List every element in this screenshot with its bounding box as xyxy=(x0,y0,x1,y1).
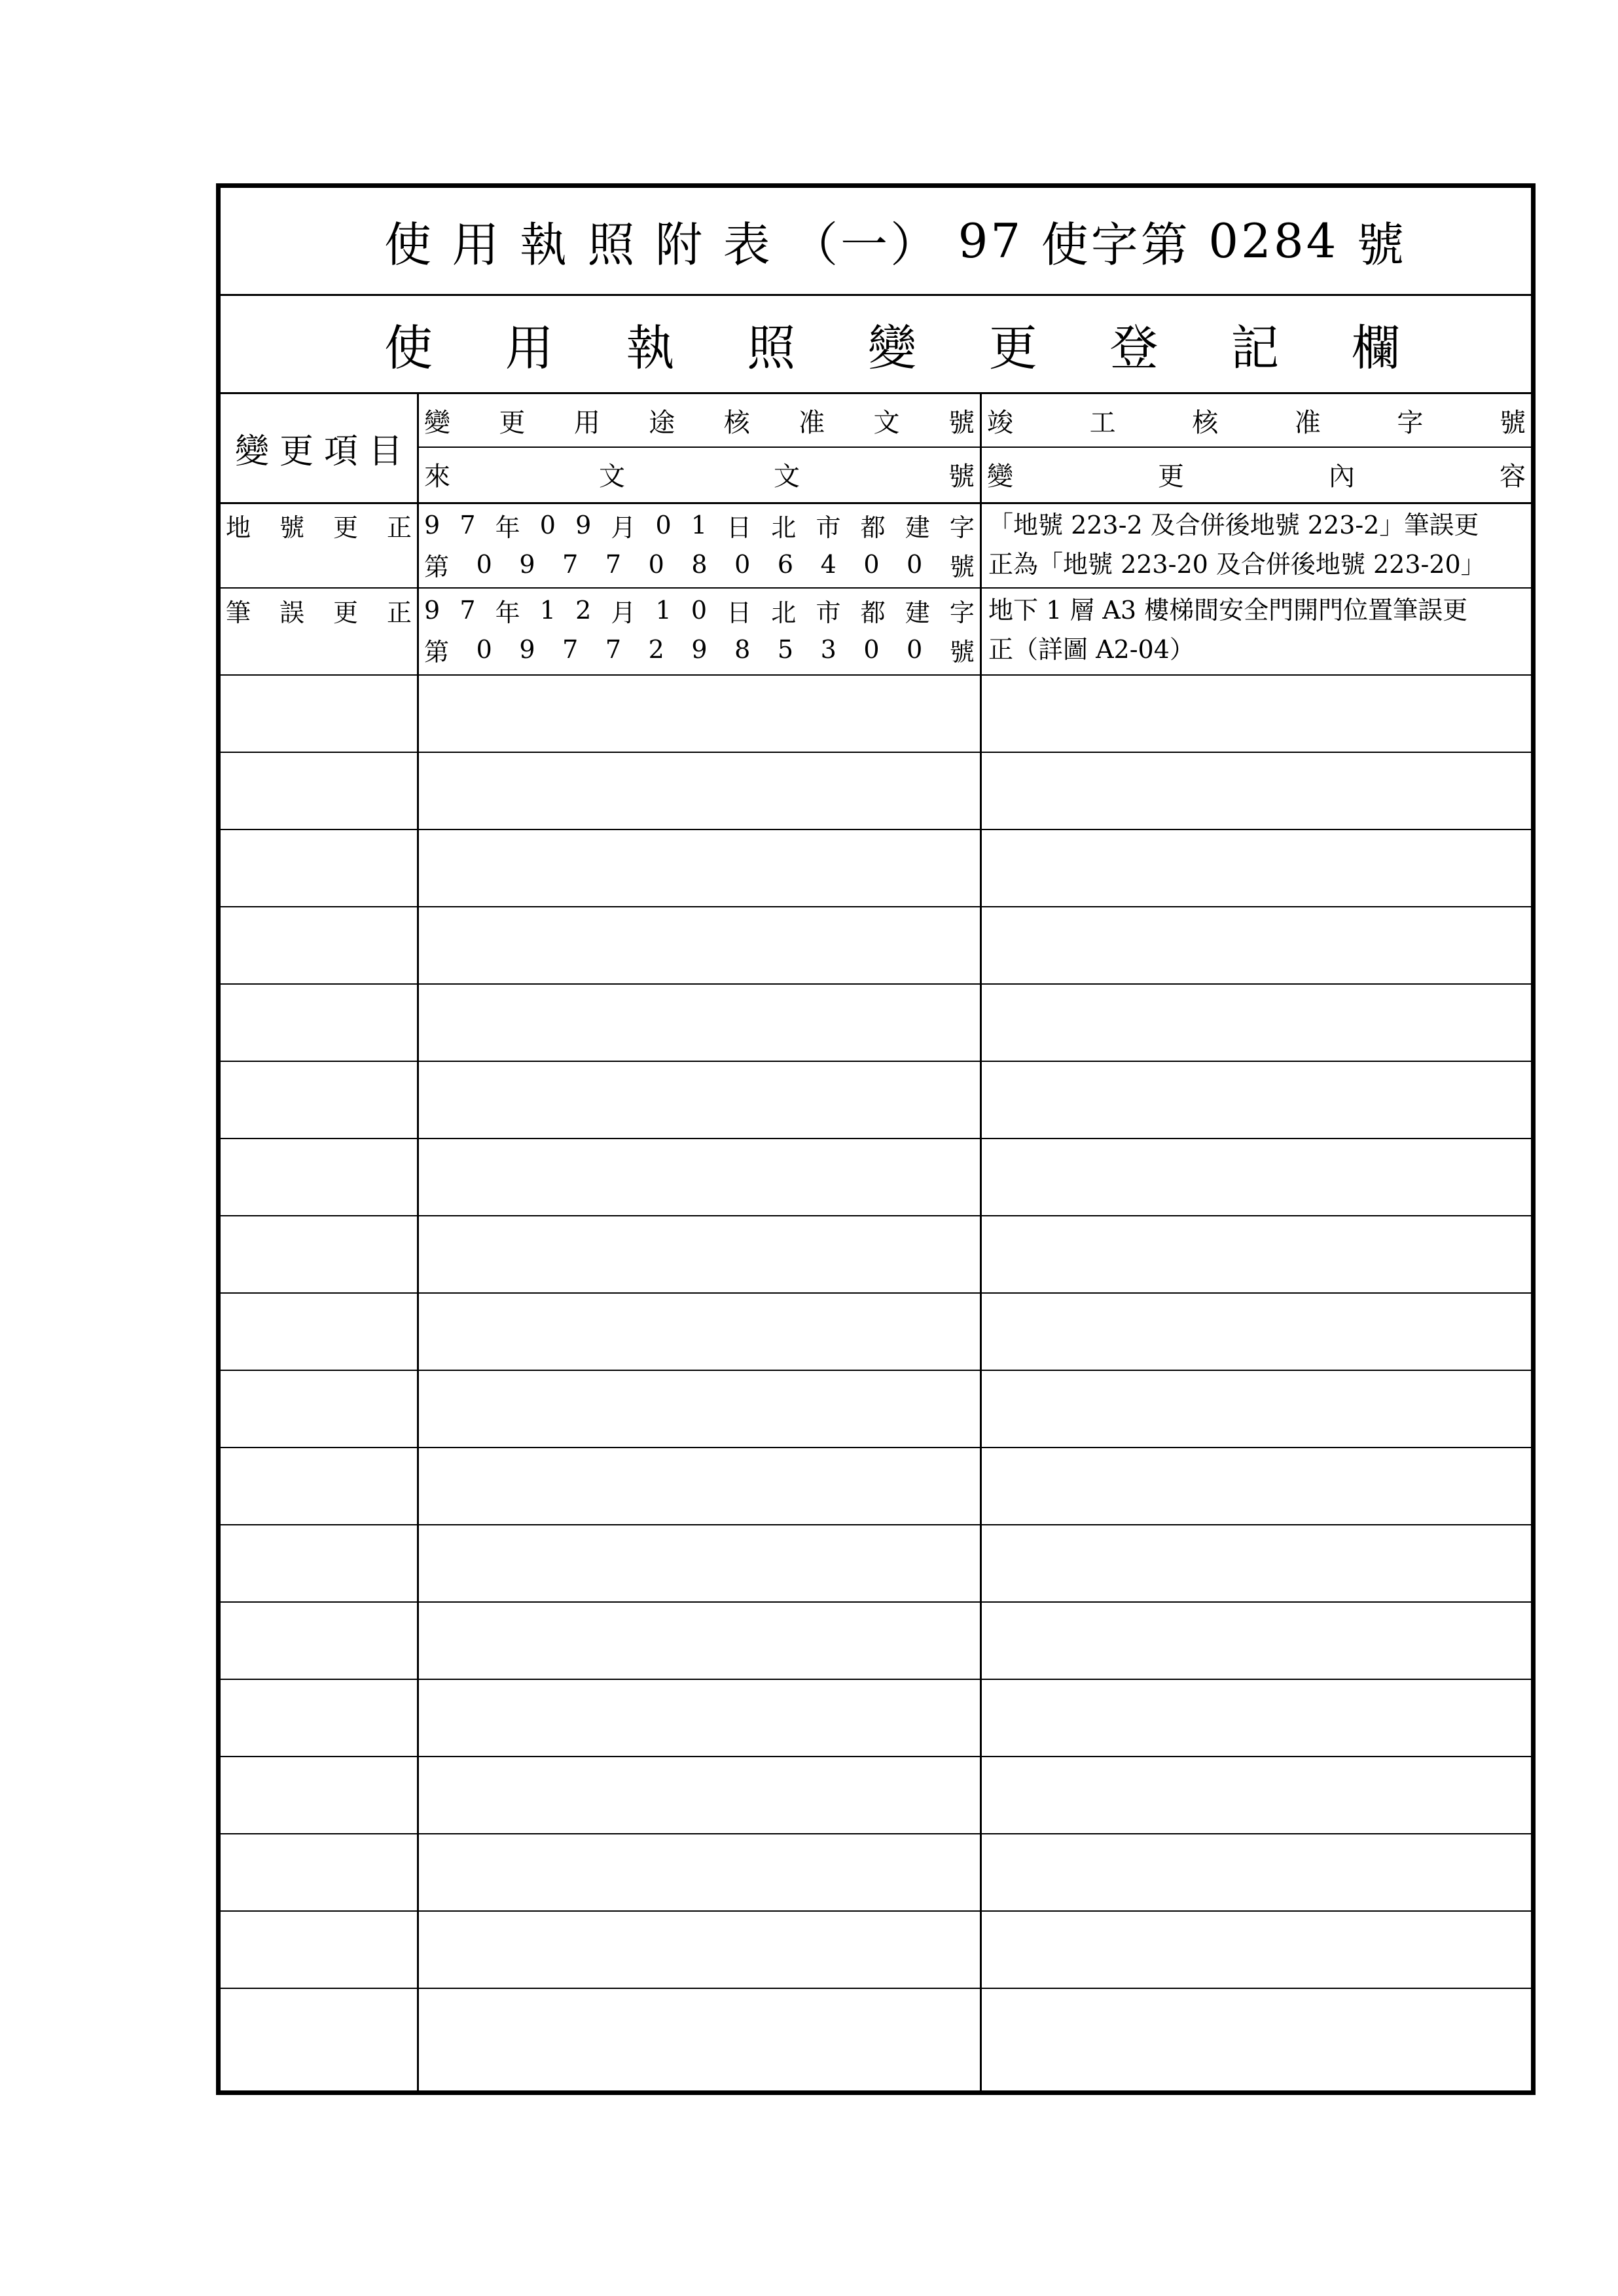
header-char: 文 xyxy=(774,461,800,492)
title-part: 附 xyxy=(655,217,706,272)
header-divider xyxy=(419,446,1531,448)
header-char: 文 xyxy=(599,461,625,492)
entry-2-content-line2: 正（詳圖 A2-04） xyxy=(988,635,1195,664)
header-char: 准 xyxy=(1294,407,1321,438)
page-title xyxy=(384,188,1407,294)
subtitle-char: 欄 xyxy=(1352,319,1400,376)
title-part: （一） xyxy=(791,217,941,272)
doc-number-char: 8 xyxy=(691,550,708,579)
entry-item-char: 更 xyxy=(333,598,358,627)
empty-row-divider xyxy=(221,752,1531,753)
subtitle-char: 登 xyxy=(1109,319,1159,376)
header-char: 文 xyxy=(873,407,900,438)
doc-number-char: 9 xyxy=(519,550,535,579)
change-register-table xyxy=(221,394,1531,2090)
doc-number-char: 月 xyxy=(611,513,636,542)
subtitle-char: 照 xyxy=(747,319,796,376)
entry-1-doc-line1 xyxy=(419,505,980,545)
doc-number-char: 市 xyxy=(816,513,841,542)
empty-row-divider xyxy=(221,1679,1531,1680)
header-char: 准 xyxy=(799,407,825,438)
title-part: 執 xyxy=(520,217,570,272)
doc-number-char: 0 xyxy=(655,511,672,539)
entry-item-char: 誤 xyxy=(279,598,304,627)
empty-row-divider xyxy=(221,983,1531,985)
header-char: 更 xyxy=(1158,461,1184,492)
doc-number-char: 都 xyxy=(860,513,886,542)
doc-number-char: 第 xyxy=(424,637,450,666)
entry-item-char: 地 xyxy=(226,513,251,542)
entry-item-char: 筆 xyxy=(226,598,251,627)
title-part: 97 xyxy=(958,213,1024,268)
empty-row-divider xyxy=(221,1988,1531,1989)
doc-number-char: 建 xyxy=(905,513,930,542)
doc-number-char: 9 xyxy=(424,511,440,539)
empty-row-divider xyxy=(221,1447,1531,1448)
doc-number-char: 2 xyxy=(575,596,592,625)
doc-number-char: 8 xyxy=(734,635,751,664)
doc-number-char: 4 xyxy=(820,550,836,579)
title-part: 使字第 xyxy=(1041,217,1191,272)
empty-row-divider xyxy=(221,906,1531,907)
empty-row-divider xyxy=(221,1370,1531,1371)
doc-number-char: 7 xyxy=(459,596,476,625)
doc-number-char: 建 xyxy=(905,598,930,627)
doc-number-char: 號 xyxy=(949,552,975,581)
entry-1-content-line1: 「地號 223-2 及合併後地號 223-2」筆誤更 xyxy=(988,511,1479,539)
doc-number-char: 9 xyxy=(424,596,440,625)
subtitle-char: 用 xyxy=(505,319,554,376)
entry-2-doc-line1 xyxy=(419,591,980,630)
entry-1-item xyxy=(221,505,417,545)
doc-number-char: 北 xyxy=(771,598,797,627)
empty-row-divider xyxy=(221,1756,1531,1757)
doc-number-char: 字 xyxy=(949,598,975,627)
doc-number-char: 市 xyxy=(816,598,841,627)
doc-number-char: 7 xyxy=(605,550,622,579)
header-char: 號 xyxy=(948,407,975,438)
empty-row-divider xyxy=(221,1292,1531,1294)
header-char: 更 xyxy=(499,407,526,438)
header-char: 項 xyxy=(323,432,358,471)
empty-row-divider xyxy=(221,1215,1531,1216)
doc-number-char: 日 xyxy=(727,513,752,542)
doc-number-char: 0 xyxy=(907,635,923,664)
entry-2-doc-line2 xyxy=(419,630,980,669)
header-char: 來 xyxy=(424,461,450,492)
doc-number-char: 日 xyxy=(727,598,752,627)
doc-number-char: 7 xyxy=(562,635,579,664)
doc-number-char: 0 xyxy=(476,550,492,579)
section-subtitle xyxy=(384,296,1400,392)
header-char: 變 xyxy=(987,461,1013,492)
title-part: 用 xyxy=(452,217,502,272)
doc-number-char: 1 xyxy=(691,511,708,539)
doc-number-char: 2 xyxy=(648,635,664,664)
entry-1-doc-line2 xyxy=(419,545,980,584)
subtitle-row xyxy=(221,296,1531,394)
doc-number-char: 年 xyxy=(495,513,520,542)
header-char: 號 xyxy=(948,461,975,492)
column-header-completion-no xyxy=(982,394,1531,446)
column-header-approval-doc xyxy=(419,394,980,446)
header-char: 用 xyxy=(573,407,600,438)
doc-number-char: 第 xyxy=(424,552,450,581)
doc-number-char: 0 xyxy=(648,550,664,579)
doc-number-char: 月 xyxy=(611,598,636,627)
title-part: 號 xyxy=(1356,217,1407,272)
header-char: 變 xyxy=(424,407,450,438)
registration-sheet xyxy=(216,183,1536,2095)
doc-number-char: 0 xyxy=(863,550,880,579)
row-divider xyxy=(221,674,1531,676)
header-char: 途 xyxy=(649,407,675,438)
doc-number-char: 0 xyxy=(863,635,880,664)
title-row xyxy=(221,188,1531,296)
row-divider xyxy=(221,587,1531,589)
doc-number-char: 0 xyxy=(907,550,923,579)
subtitle-char: 記 xyxy=(1231,319,1280,376)
header-char: 字 xyxy=(1397,407,1424,438)
subtitle-char: 執 xyxy=(626,319,675,376)
header-char: 號 xyxy=(1499,407,1526,438)
doc-number-char: 9 xyxy=(575,511,592,539)
doc-number-char: 0 xyxy=(476,635,492,664)
doc-number-char: 號 xyxy=(949,637,975,666)
title-part: 照 xyxy=(587,217,638,272)
doc-number-char: 0 xyxy=(734,550,751,579)
subtitle-char: 更 xyxy=(988,319,1037,376)
entry-item-char: 更 xyxy=(333,513,358,542)
doc-number-char: 1 xyxy=(539,596,556,625)
doc-number-char: 9 xyxy=(519,635,535,664)
empty-row-divider xyxy=(221,1061,1531,1062)
title-part: 表 xyxy=(723,217,773,272)
empty-row-divider xyxy=(221,1910,1531,1912)
subtitle-char: 變 xyxy=(868,319,916,376)
doc-number-char: 0 xyxy=(691,596,708,625)
header-char: 核 xyxy=(1192,407,1219,438)
doc-number-char: 3 xyxy=(820,635,836,664)
doc-number-char: 5 xyxy=(777,635,794,664)
column-header-incoming-doc xyxy=(419,448,980,500)
doc-number-char: 年 xyxy=(495,598,520,627)
header-char: 工 xyxy=(1089,407,1116,438)
entry-item-char: 正 xyxy=(386,513,412,542)
header-char: 變 xyxy=(235,432,270,471)
column-header-change-content xyxy=(982,448,1531,500)
subtitle-char: 使 xyxy=(384,319,433,376)
doc-number-char: 7 xyxy=(562,550,579,579)
doc-number-char: 1 xyxy=(655,596,672,625)
header-char: 更 xyxy=(279,432,314,471)
header-char: 核 xyxy=(723,407,750,438)
entry-item-char: 號 xyxy=(279,513,304,542)
title-part: 使 xyxy=(384,217,435,272)
entry-2-content-line1: 地下 1 層 A3 樓梯間安全門開門位置筆誤更 xyxy=(988,596,1468,625)
doc-number-char: 9 xyxy=(691,635,708,664)
header-char: 目 xyxy=(368,432,403,471)
entry-1-content-line2: 正為「地號 223-20 及合併後地號 223-20」 xyxy=(988,550,1486,579)
header-char: 竣 xyxy=(987,407,1013,438)
doc-number-char: 0 xyxy=(539,511,556,539)
column-header-item xyxy=(221,394,417,502)
empty-row-divider xyxy=(221,1524,1531,1525)
entry-item-char: 正 xyxy=(386,598,412,627)
doc-number-char: 7 xyxy=(459,511,476,539)
doc-number-char: 7 xyxy=(605,635,622,664)
header-char: 容 xyxy=(1500,461,1526,492)
doc-number-char: 6 xyxy=(777,550,794,579)
doc-number-char: 字 xyxy=(949,513,975,542)
header-char: 內 xyxy=(1329,461,1355,492)
empty-row-divider xyxy=(221,1138,1531,1139)
doc-number-char: 都 xyxy=(860,598,886,627)
empty-row-divider xyxy=(221,829,1531,830)
header-bottom-border xyxy=(221,502,1531,504)
entry-2-item xyxy=(221,591,417,630)
title-part: 0284 xyxy=(1208,213,1339,268)
empty-row-divider xyxy=(221,1601,1531,1603)
empty-row-divider xyxy=(221,1833,1531,1834)
doc-number-char: 北 xyxy=(771,513,797,542)
